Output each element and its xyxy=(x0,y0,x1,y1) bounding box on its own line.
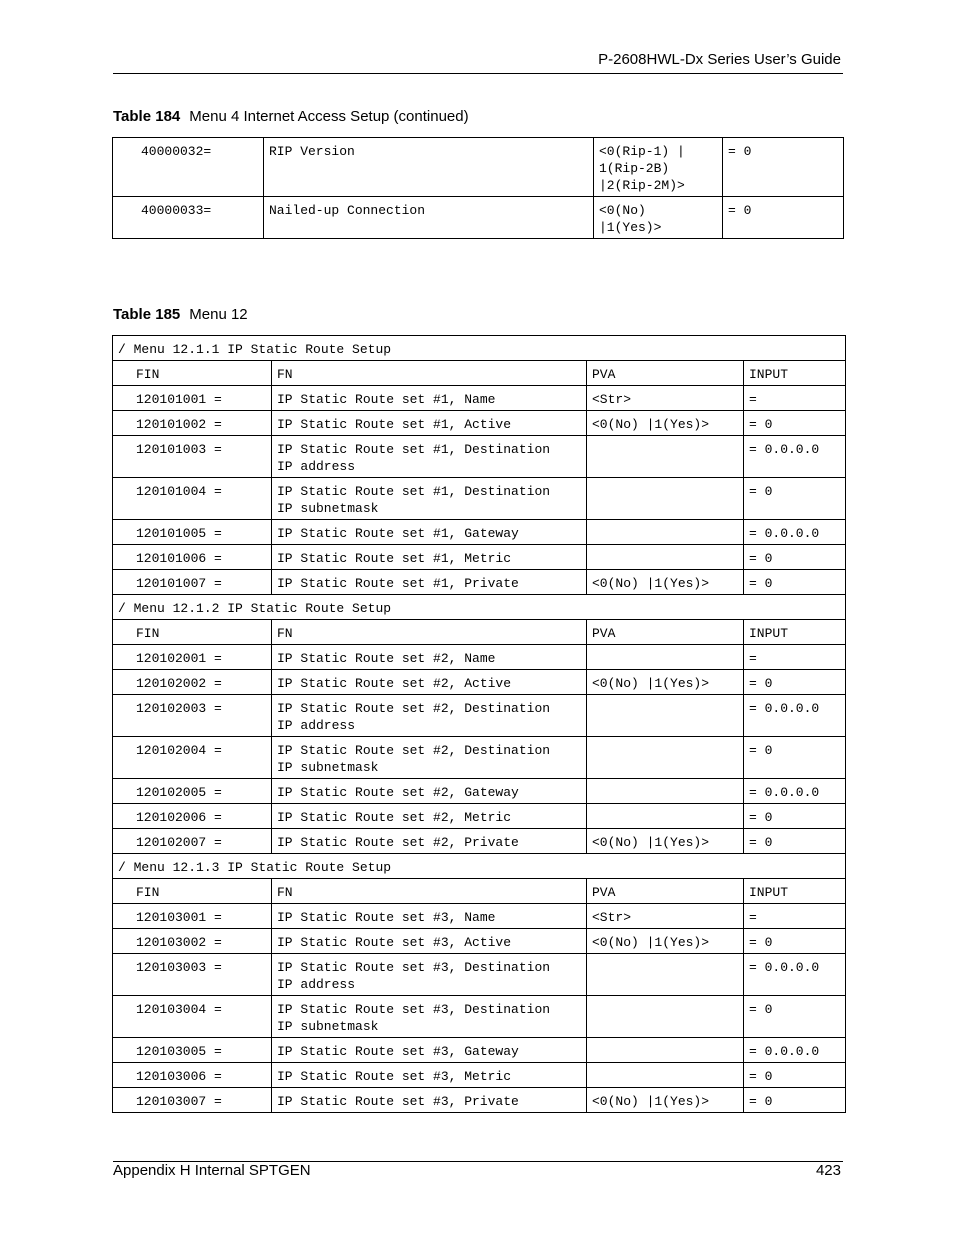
input-cell: = xyxy=(744,904,846,929)
column-header: FN xyxy=(272,879,587,904)
section-title: / Menu 12.1.2 IP Static Route Setup xyxy=(113,595,846,620)
column-header: FIN xyxy=(113,879,272,904)
column-header: PVA xyxy=(587,361,744,386)
table-row xyxy=(113,570,846,595)
pva-cell: <0(No) |1(Yes)> xyxy=(587,929,744,954)
column-header: INPUT xyxy=(744,361,846,386)
input-cell: = 0.0.0.0 xyxy=(744,520,846,545)
input-cell: = 0.0.0.0 xyxy=(744,695,846,737)
table-185 xyxy=(112,335,846,1113)
fin-cell: 120101005 = xyxy=(113,520,272,545)
input-cell: = 0 xyxy=(723,138,844,197)
fn-cell: IP Static Route set #3, Metric xyxy=(272,1063,587,1088)
input-cell: = 0.0.0.0 xyxy=(744,779,846,804)
table-row xyxy=(113,545,846,570)
column-header: FN xyxy=(272,620,587,645)
input-cell: = xyxy=(744,386,846,411)
table-row xyxy=(113,1063,846,1088)
fn-cell: IP Static Route set #2, Name xyxy=(272,645,587,670)
fin-cell: 120102005 = xyxy=(113,779,272,804)
table-row xyxy=(113,1038,846,1063)
table-row xyxy=(113,929,846,954)
fn-cell: IP Static Route set #2, Metric xyxy=(272,804,587,829)
input-cell: = xyxy=(744,645,846,670)
table-row xyxy=(113,138,844,197)
input-cell: = 0 xyxy=(744,1063,846,1088)
fn-cell: IP Static Route set #3, Destination IP subnetmask xyxy=(272,996,587,1038)
input-cell: = 0 xyxy=(744,737,846,779)
pva-cell: <0(No) |1(Yes)> xyxy=(594,197,723,239)
table-184-number: Table 184 xyxy=(113,108,181,125)
column-header: PVA xyxy=(587,620,744,645)
input-cell: = 0 xyxy=(744,996,846,1038)
pva-cell xyxy=(587,436,744,478)
pva-cell xyxy=(587,695,744,737)
table-row xyxy=(113,1088,846,1113)
fn-cell: RIP Version xyxy=(264,138,594,197)
section-title-row xyxy=(113,336,846,361)
fn-cell: IP Static Route set #1, Name xyxy=(272,386,587,411)
table-row xyxy=(113,737,846,779)
fin-cell: 120103007 = xyxy=(113,1088,272,1113)
column-header: INPUT xyxy=(744,879,846,904)
fn-cell: IP Static Route set #1, Gateway xyxy=(272,520,587,545)
column-header-row xyxy=(113,620,846,645)
pva-cell xyxy=(587,545,744,570)
section-title: / Menu 12.1.3 IP Static Route Setup xyxy=(113,854,846,879)
fin-cell: 120101004 = xyxy=(113,478,272,520)
section-title-row xyxy=(113,854,846,879)
fn-cell: IP Static Route set #1, Metric xyxy=(272,545,587,570)
fn-cell: IP Static Route set #2, Destination IP subnetmask xyxy=(272,737,587,779)
table-185-number: Table 185 xyxy=(113,306,181,323)
input-cell: = 0 xyxy=(744,804,846,829)
input-cell: = 0 xyxy=(744,478,846,520)
fn-cell: IP Static Route set #2, Destination IP address xyxy=(272,695,587,737)
table-184 xyxy=(112,137,844,239)
pva-cell xyxy=(587,996,744,1038)
fin-cell: 120102001 = xyxy=(113,645,272,670)
section-title: / Menu 12.1.1 IP Static Route Setup xyxy=(113,336,846,361)
fn-cell: IP Static Route set #3, Gateway xyxy=(272,1038,587,1063)
fin-cell: 120101003 = xyxy=(113,436,272,478)
fin-cell: 120103003 = xyxy=(113,954,272,996)
fin-cell: 40000033= xyxy=(113,197,264,239)
input-cell: = 0 xyxy=(723,197,844,239)
input-cell: = 0.0.0.0 xyxy=(744,1038,846,1063)
input-cell: = 0.0.0.0 xyxy=(744,436,846,478)
input-cell: = 0 xyxy=(744,929,846,954)
table-185-title: Menu 12 xyxy=(189,306,248,323)
fin-cell: 120101002 = xyxy=(113,411,272,436)
fin-cell: 120103006 = xyxy=(113,1063,272,1088)
fin-cell: 120103002 = xyxy=(113,929,272,954)
input-cell: = 0 xyxy=(744,1088,846,1113)
input-cell: = 0.0.0.0 xyxy=(744,954,846,996)
table-185-caption xyxy=(113,306,248,323)
page-number: 423 xyxy=(815,1162,841,1179)
table-row xyxy=(113,804,846,829)
pva-cell: <Str> xyxy=(587,386,744,411)
fin-cell: 120103005 = xyxy=(113,1038,272,1063)
fin-cell: 120102007 = xyxy=(113,829,272,854)
column-header: INPUT xyxy=(744,620,846,645)
column-header: FN xyxy=(272,361,587,386)
input-cell: = 0 xyxy=(744,670,846,695)
table-row xyxy=(113,478,846,520)
pva-cell: <Str> xyxy=(587,904,744,929)
page-header-title: P-2608HWL-Dx Series User’s Guide xyxy=(598,51,841,68)
table-row xyxy=(113,670,846,695)
table-row xyxy=(113,520,846,545)
column-header-row xyxy=(113,361,846,386)
column-header: FIN xyxy=(113,361,272,386)
table-184-caption xyxy=(113,108,469,125)
fin-cell: 120101006 = xyxy=(113,545,272,570)
fn-cell: IP Static Route set #1, Destination IP address xyxy=(272,436,587,478)
input-cell: = 0 xyxy=(744,829,846,854)
table-row xyxy=(113,411,846,436)
table-184-title: Menu 4 Internet Access Setup (continued) xyxy=(189,108,469,125)
input-cell: = 0 xyxy=(744,411,846,436)
pva-cell: <0(No) |1(Yes)> xyxy=(587,411,744,436)
pva-cell xyxy=(587,520,744,545)
pva-cell xyxy=(587,1038,744,1063)
section-title-row xyxy=(113,595,846,620)
pva-cell xyxy=(587,804,744,829)
footer-section-title: Appendix H Internal SPTGEN xyxy=(113,1162,311,1179)
fin-cell: 40000032= xyxy=(113,138,264,197)
column-header: FIN xyxy=(113,620,272,645)
table-row xyxy=(113,645,846,670)
pva-cell: <0(No) |1(Yes)> xyxy=(587,829,744,854)
table-row xyxy=(113,695,846,737)
fn-cell: Nailed-up Connection xyxy=(264,197,594,239)
fin-cell: 120101001 = xyxy=(113,386,272,411)
pva-cell: <0(No) |1(Yes)> xyxy=(587,670,744,695)
fn-cell: IP Static Route set #1, Active xyxy=(272,411,587,436)
fin-cell: 120102004 = xyxy=(113,737,272,779)
pva-cell xyxy=(587,478,744,520)
input-cell: = 0 xyxy=(744,570,846,595)
header-rule xyxy=(113,73,843,74)
fn-cell: IP Static Route set #2, Gateway xyxy=(272,779,587,804)
table-row xyxy=(113,779,846,804)
pva-cell: <0(Rip-1) | 1(Rip-2B) |2(Rip-2M)> xyxy=(594,138,723,197)
pva-cell xyxy=(587,737,744,779)
column-header-row xyxy=(113,879,846,904)
table-row xyxy=(113,996,846,1038)
fn-cell: IP Static Route set #3, Name xyxy=(272,904,587,929)
fn-cell: IP Static Route set #3, Destination IP address xyxy=(272,954,587,996)
column-header: PVA xyxy=(587,879,744,904)
fin-cell: 120103001 = xyxy=(113,904,272,929)
fn-cell: IP Static Route set #2, Private xyxy=(272,829,587,854)
pva-cell xyxy=(587,645,744,670)
table-row xyxy=(113,904,846,929)
fn-cell: IP Static Route set #1, Destination IP subnetmask xyxy=(272,478,587,520)
fn-cell: IP Static Route set #3, Active xyxy=(272,929,587,954)
fn-cell: IP Static Route set #2, Active xyxy=(272,670,587,695)
fin-cell: 120102006 = xyxy=(113,804,272,829)
fn-cell: IP Static Route set #3, Private xyxy=(272,1088,587,1113)
pva-cell: <0(No) |1(Yes)> xyxy=(587,570,744,595)
fin-cell: 120101007 = xyxy=(113,570,272,595)
fin-cell: 120102002 = xyxy=(113,670,272,695)
pva-cell xyxy=(587,1063,744,1088)
pva-cell: <0(No) |1(Yes)> xyxy=(587,1088,744,1113)
table-row xyxy=(113,436,846,478)
pva-cell xyxy=(587,779,744,804)
fin-cell: 120102003 = xyxy=(113,695,272,737)
fn-cell: IP Static Route set #1, Private xyxy=(272,570,587,595)
table-row xyxy=(113,829,846,854)
table-row xyxy=(113,197,844,239)
input-cell: = 0 xyxy=(744,545,846,570)
table-row xyxy=(113,954,846,996)
fin-cell: 120103004 = xyxy=(113,996,272,1038)
table-row xyxy=(113,386,846,411)
pva-cell xyxy=(587,954,744,996)
